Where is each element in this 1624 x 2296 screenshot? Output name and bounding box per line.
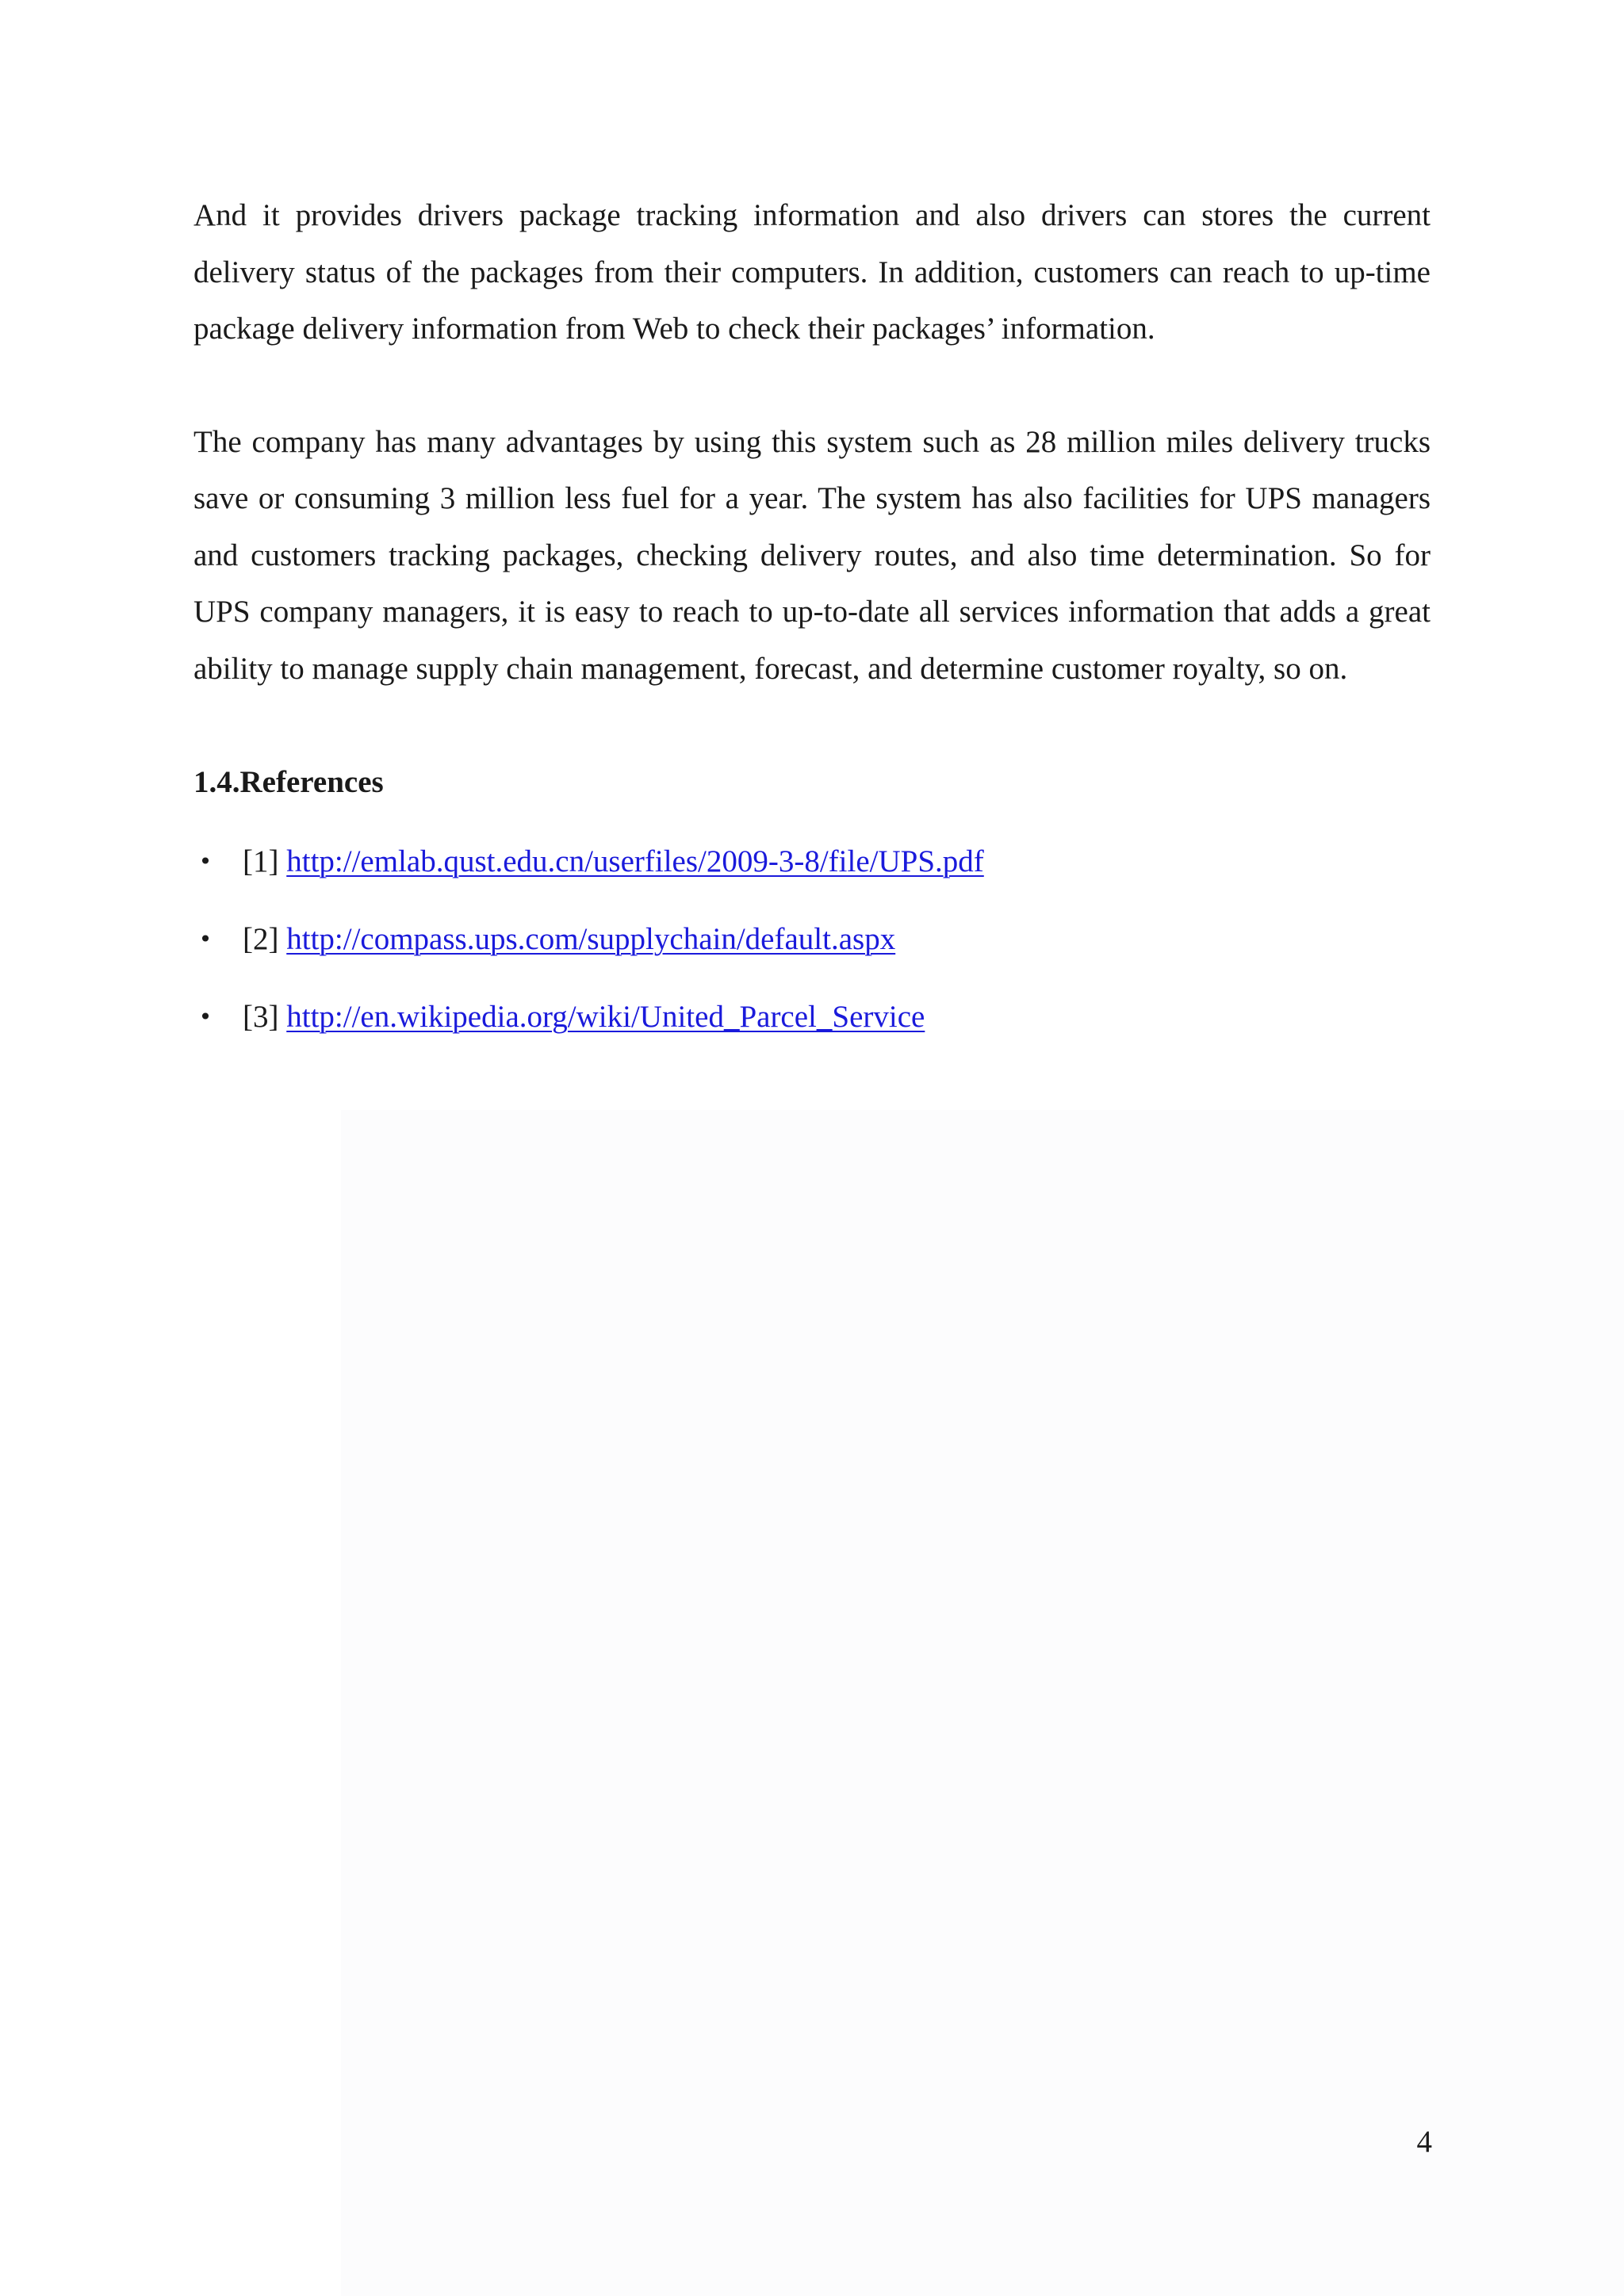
reference-link-2[interactable]: http://compass.ups.com/supplychain/default.aspx [286,922,896,956]
reference-link-3[interactable]: http://en.wikipedia.org/wiki/United_Parcel_Service [286,1000,925,1034]
reference-item-1 [193,834,1431,890]
reference-number: [2] [243,922,279,956]
body-paragraph-2: The company has many advantages by using this system such as 28 million miles delivery trucks save or consuming 3 million less fuel for a year. The system has also facilities for UPS managers and customers tracking packages, checking delivery routes, and also time determination. So for UPS company managers, it is easy to reach to up-to-date all services information that adds a great ability to manage supply chain management, forecast, and determine customer royalty, so on. [193,424,1431,686]
body-paragraph-1: And it provides drivers package tracking information and also drivers can stores the current delivery status of the packages from their computers. In addition, customers can reach to up-time package delivery information from Web to check their packages’ information. [193,198,1431,346]
bullet-icon: • [198,848,213,874]
bullet-icon: • [198,926,213,952]
reference-link-1[interactable]: http://emlab.qust.edu.cn/userfiles/2009-3-8/file/UPS.pdf [286,844,984,878]
reference-number: [3] [243,1000,279,1034]
reference-item-2 [193,912,1431,967]
page-content [193,187,1431,1067]
reference-number: [1] [243,844,279,878]
page-number: 4 [1416,2125,1432,2159]
references-list [193,834,1431,1045]
references-heading: 1.4.References [193,765,384,799]
bullet-icon: • [198,1004,213,1030]
reference-item-3 [193,989,1431,1045]
